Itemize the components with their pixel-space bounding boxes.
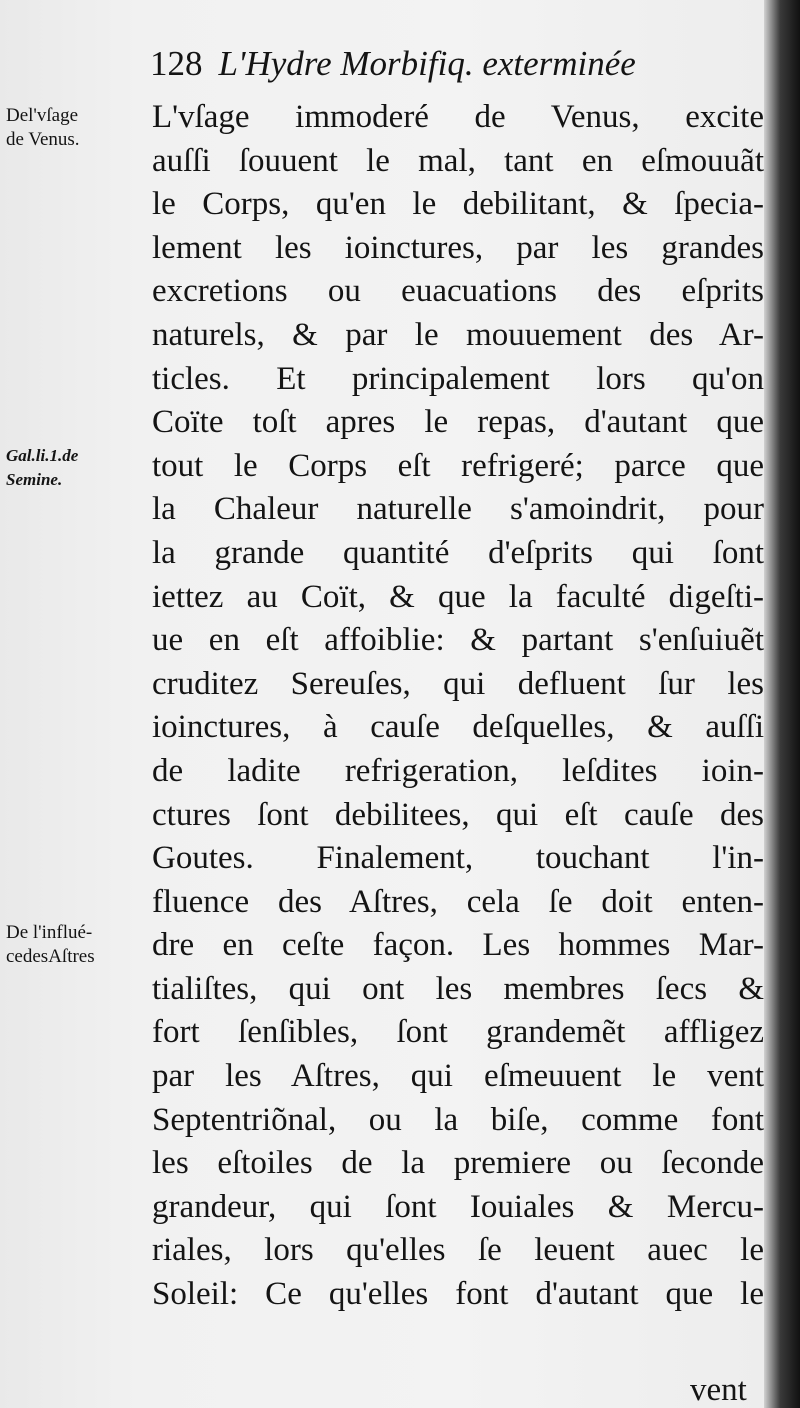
margin-note-line: de Venus. — [6, 129, 80, 150]
text-line: ioinctures, à cauſe deſquelles, & auſſi — [152, 709, 764, 746]
text-line: par les Aſtres, qui eſmeuuent le vent — [152, 1058, 764, 1095]
text-line: dre en ceſte façon. Les hommes Mar- — [152, 927, 764, 964]
margin-note-venus — [6, 104, 146, 152]
text-line: naturels, & par le mouuement des Ar- — [152, 316, 764, 353]
text-line: lement les ioinctures, par les grandes — [152, 229, 764, 266]
margin-note-line: Semine. — [6, 470, 63, 489]
text-line: tout le Corps eſt refrigeré; parce que — [152, 447, 764, 484]
margin-note-galen — [6, 444, 146, 492]
margin-note-line: Del'vſage — [6, 105, 79, 126]
text-line: de ladite refrigeration, leſdites ioin- — [152, 752, 764, 789]
text-line: fort ſenſibles, ſont grandemẽt affligez — [152, 1014, 764, 1051]
text-line: les eſtoiles de la premiere ou ſeconde — [152, 1145, 764, 1182]
running-header — [150, 44, 760, 96]
text-line: auſſi ſouuent le mal, tant en eſmouuãt — [152, 142, 764, 179]
running-title: L'Hydre Morbifiq. exterminée — [218, 44, 636, 83]
text-line: la grande quantité d'eſprits qui ſont — [152, 534, 764, 571]
body-text — [152, 96, 764, 1317]
margin-note-line: Gal.li.1.de — [6, 446, 79, 465]
text-line: iettez au Coït, & que la faculté digeſti- — [152, 578, 764, 615]
text-line: ue en eſt affoiblie: & partant s'enſuiuẽt — [152, 622, 764, 659]
text-line: fluence des Aſtres, cela ſe doit enten- — [152, 883, 764, 920]
catchword: vent — [690, 1372, 747, 1408]
text-line: tialiſtes, qui ont les membres ſecs & — [152, 970, 764, 1007]
text-line: ctures ſont debilitees, qui eſt cauſe des — [152, 796, 764, 833]
text-line: Goutes. Finalement, touchant l'in- — [152, 840, 764, 877]
page-number: 128 — [150, 44, 203, 83]
margin-note-astres — [6, 921, 146, 969]
text-line: Septentriõnal, ou la biſe, comme font — [152, 1101, 764, 1138]
text-line: la Chaleur naturelle s'amoindrit, pour — [152, 491, 764, 528]
margin-note-line: cedesAſtres — [6, 946, 95, 967]
text-line: cruditez Sereuſes, qui defluent ſur les — [152, 665, 764, 702]
page-gutter-shadow — [764, 0, 800, 1408]
text-line: riales, lors qu'elles ſe leuent auec le — [152, 1232, 764, 1269]
text-line: L'vſage immoderé de Venus, excite — [152, 99, 764, 135]
text-line: grandeur, qui ſont Iouiales & Mercu- — [152, 1188, 764, 1225]
text-line: le Corps, qu'en le debilitant, & ſpecia- — [152, 186, 764, 223]
text-line: excretions ou euacuations des eſprits — [152, 273, 764, 310]
text-line: ticles. Et principalement lors qu'on — [152, 360, 764, 397]
text-line: Coïte toſt apres le repas, d'autant que — [152, 404, 764, 441]
text-line: Soleil: Ce qu'elles font d'autant que le — [152, 1276, 764, 1313]
margin-note-line: De l'influé- — [6, 922, 93, 943]
